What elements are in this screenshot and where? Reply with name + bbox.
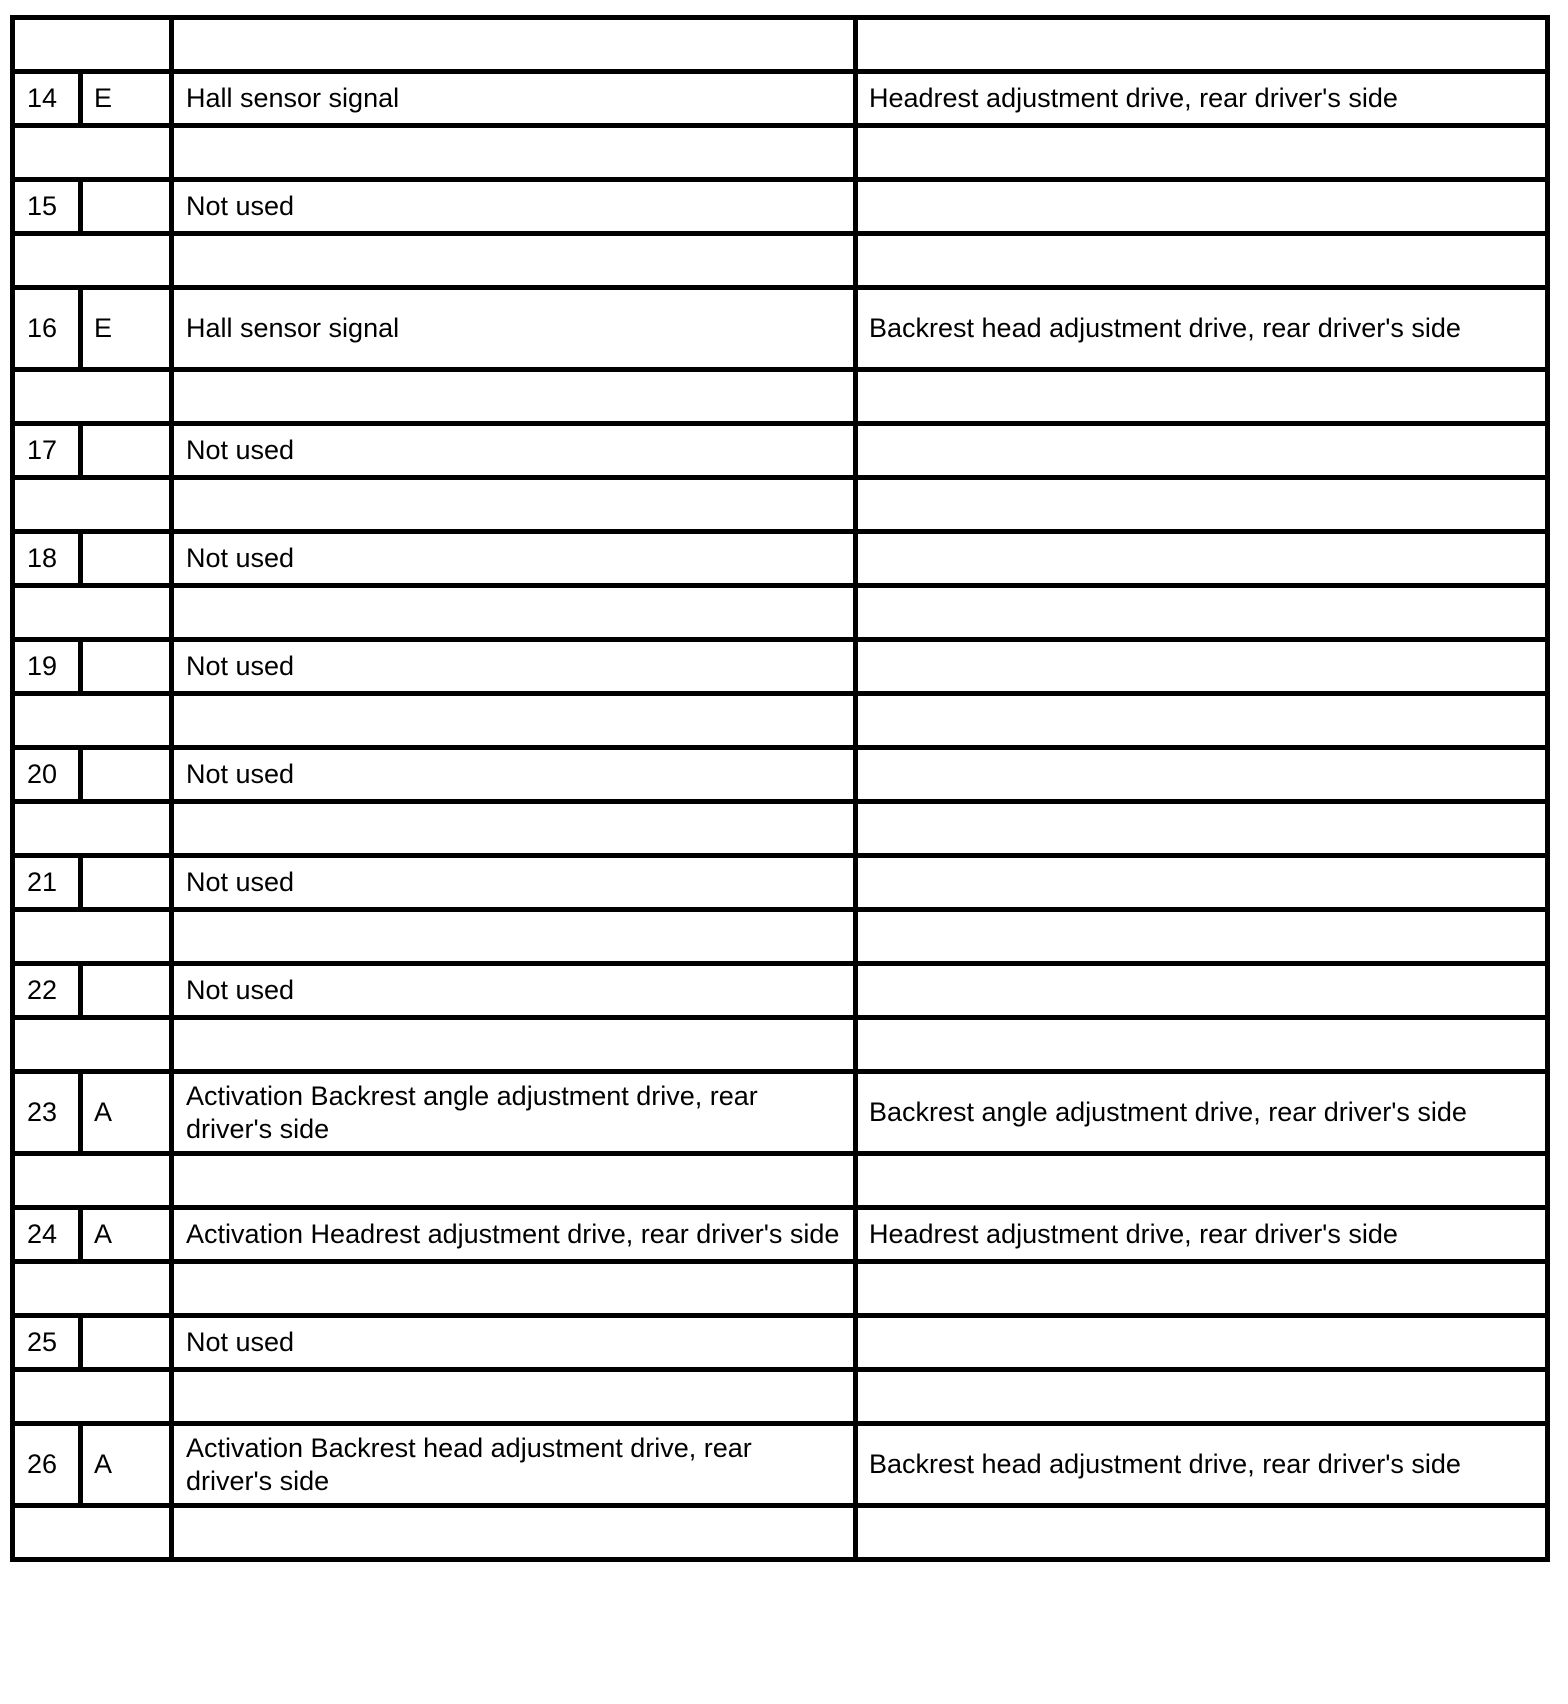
pin-table-body [13,18,1548,1560]
pin-signal-type [81,640,172,694]
pin-assignment-table [10,15,1550,1562]
pin-component: Backrest head adjustment drive, rear driver's side [856,1424,1548,1506]
pin-signal-type [81,424,172,478]
pin-signal-type: A [81,1424,172,1506]
spacer-cell [172,1018,856,1072]
pin-component [856,1316,1548,1370]
spacer-cell [13,1018,172,1072]
pin-number: 20 [13,748,81,802]
spacer-cell [856,1154,1548,1208]
pin-number: 14 [13,72,81,126]
spacer-cell [856,126,1548,180]
spacer-cell [856,586,1548,640]
spacer-cell [13,910,172,964]
spacer-row [13,910,1548,964]
spacer-cell [13,1506,172,1560]
spacer-row [13,1370,1548,1424]
spacer-row [13,478,1548,532]
pin-row-15 [13,180,1548,234]
spacer-cell [856,370,1548,424]
spacer-row [13,1506,1548,1560]
spacer-row [13,370,1548,424]
spacer-cell [856,1018,1548,1072]
spacer-cell [172,1370,856,1424]
pin-description: Not used [172,856,856,910]
pin-signal-type [81,532,172,586]
spacer-cell [856,802,1548,856]
pin-description: Not used [172,640,856,694]
pin-signal-type: A [81,1208,172,1262]
pin-row-24 [13,1208,1548,1262]
spacer-row [13,234,1548,288]
spacer-cell [856,478,1548,532]
pin-description: Activation Headrest adjustment drive, rear driver's side [172,1208,856,1262]
spacer-cell [856,694,1548,748]
spacer-cell [172,802,856,856]
pin-number: 16 [13,288,81,370]
pin-row-23 [13,1072,1548,1154]
spacer-row [13,1018,1548,1072]
spacer-cell [172,126,856,180]
pin-number: 23 [13,1072,81,1154]
pin-number: 17 [13,424,81,478]
pin-number: 22 [13,964,81,1018]
pin-component [856,424,1548,478]
spacer-cell [856,1370,1548,1424]
pin-component [856,180,1548,234]
pin-description: Not used [172,532,856,586]
spacer-cell [172,586,856,640]
pin-signal-type [81,180,172,234]
spacer-cell [856,234,1548,288]
pin-description: Hall sensor signal [172,72,856,126]
pin-row-16 [13,288,1548,370]
pin-component: Headrest adjustment drive, rear driver's side [856,72,1548,126]
pin-row-14 [13,72,1548,126]
pin-row-17 [13,424,1548,478]
pin-signal-type [81,856,172,910]
spacer-cell [13,478,172,532]
spacer-cell [172,1262,856,1316]
pin-description: Not used [172,964,856,1018]
pin-signal-type [81,1316,172,1370]
spacer-cell [13,694,172,748]
pin-number: 24 [13,1208,81,1262]
spacer-row [13,694,1548,748]
spacer-cell [13,370,172,424]
spacer-row [13,802,1548,856]
spacer-row [13,586,1548,640]
spacer-cell [172,18,856,72]
spacer-cell [13,1154,172,1208]
pin-signal-type [81,748,172,802]
spacer-cell [13,586,172,640]
pin-row-26 [13,1424,1548,1506]
pin-description: Not used [172,180,856,234]
pin-row-19 [13,640,1548,694]
spacer-cell [13,126,172,180]
spacer-cell [13,802,172,856]
pin-component [856,532,1548,586]
spacer-cell [13,18,172,72]
pin-row-21 [13,856,1548,910]
pin-number: 25 [13,1316,81,1370]
spacer-cell [13,1262,172,1316]
pin-number: 26 [13,1424,81,1506]
spacer-cell [172,478,856,532]
pin-number: 21 [13,856,81,910]
pin-component [856,856,1548,910]
pin-number: 19 [13,640,81,694]
pin-component [856,748,1548,802]
spacer-cell [172,1154,856,1208]
pin-signal-type [81,964,172,1018]
pin-row-20 [13,748,1548,802]
spacer-cell [172,234,856,288]
spacer-cell [856,18,1548,72]
pin-component [856,964,1548,1018]
spacer-cell [13,1370,172,1424]
pin-description: Hall sensor signal [172,288,856,370]
pin-component [856,640,1548,694]
spacer-cell [856,1506,1548,1560]
pin-number: 15 [13,180,81,234]
pin-component: Backrest angle adjustment drive, rear driver's side [856,1072,1548,1154]
pin-component: Headrest adjustment drive, rear driver's side [856,1208,1548,1262]
pin-row-25 [13,1316,1548,1370]
spacer-cell [13,234,172,288]
spacer-cell [172,910,856,964]
pin-description: Activation Backrest head adjustment drive, rear driver's side [172,1424,856,1506]
pin-description: Not used [172,1316,856,1370]
spacer-row [13,18,1548,72]
pin-number: 18 [13,532,81,586]
spacer-cell [856,1262,1548,1316]
pin-row-18 [13,532,1548,586]
spacer-cell [172,370,856,424]
pin-signal-type: A [81,1072,172,1154]
pin-description: Not used [172,424,856,478]
spacer-row [13,1262,1548,1316]
pin-signal-type: E [81,288,172,370]
pin-signal-type: E [81,72,172,126]
spacer-row [13,126,1548,180]
spacer-cell [856,910,1548,964]
pin-row-22 [13,964,1548,1018]
spacer-cell [172,694,856,748]
spacer-cell [172,1506,856,1560]
pin-description: Not used [172,748,856,802]
pin-description: Activation Backrest angle adjustment drive, rear driver's side [172,1072,856,1154]
pin-component: Backrest head adjustment drive, rear driver's side [856,288,1548,370]
spacer-row [13,1154,1548,1208]
